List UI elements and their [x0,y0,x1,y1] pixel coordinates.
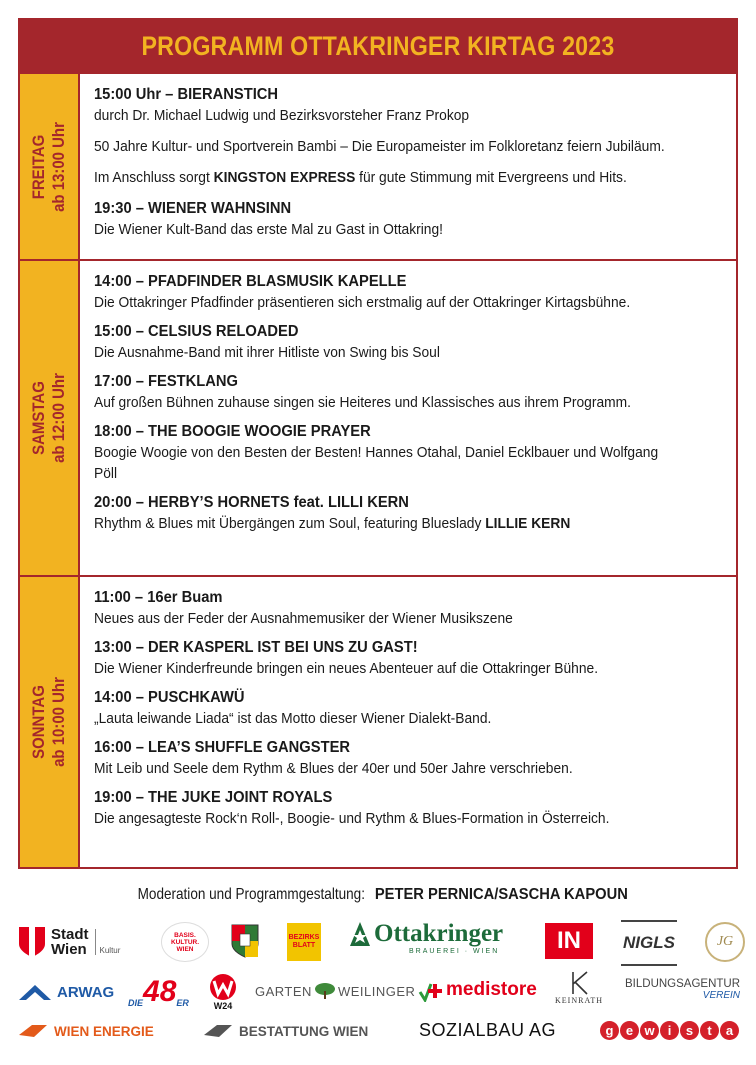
logo-text: Stadt [51,926,89,943]
logo-text: WEILINGER [337,983,416,999]
logo-text: BESTATTUNG WIEN [239,1023,369,1039]
event-description: Die Wiener Kinderfreunde bringen ein neues Abenteuer auf die Ottakringer Bühne. [94,660,599,677]
medistore-cross-icon [418,978,444,1002]
logo-text: ARWAG [57,983,115,1001]
event-description: Auf großen Bühnen zuhause singen sie Heiteres und Klassisches aus ihrem Programm. [94,394,631,411]
event-extra-line: 50 Jahre Kultur- und Sportverein Bambi – Die Europameister im Folkloretanz feiern Jubiläum. [94,138,665,155]
day-time: ab 13:00 Uhr [49,121,68,212]
logo-text: BEZIRKS BLATT [288,934,320,949]
moderation-names: PETER PERNICA/SASCHA KAPOUN [375,886,629,903]
logo-text: ER [176,998,189,1008]
logo-ottakringer [349,920,503,955]
logo-arwag [18,982,114,1002]
event-title: 19:00 – THE JUKE JOINT ROYALS [94,789,333,806]
gewista-letter-row [600,1021,740,1040]
gewista-letter-mark: i [660,1021,679,1040]
logo-subtext: BRAUEREI · WIEN [409,948,500,955]
event-item [94,198,754,240]
logo-coat-of-arms [231,924,259,958]
logo-text: BASIS. KULTUR. WIEN [170,931,200,953]
gewista-letter-mark: w [640,1021,659,1040]
day-side-samstag [20,261,80,575]
day-block-sonntag [18,577,738,869]
logo-stadt-wien [18,924,120,960]
day-content-freitag [80,74,754,259]
event-title: 14:00 – PUSCHKAWÜ [94,689,245,706]
logo-text: JG [716,934,734,949]
gewista-letter-mark: s [680,1021,699,1040]
tree-icon [314,982,336,1000]
event-description: „Lauta leiwande Liada“ ist das Motto dieser Wiener Dialekt-Band. [94,710,492,727]
moderation-label: Moderation und Programmgestaltung: [137,886,366,903]
event-title: 15:00 – CELSIUS RELOADED [94,323,299,340]
page-title: PROGRAMM OTTAKRINGER KIRTAG 2023 [141,30,615,61]
event-title: 16:00 – LEA’S SHUFFLE GANGSTER [94,739,351,756]
logo-nigls [621,920,677,966]
logo-text: W24 [213,1001,233,1011]
logo-jg [705,922,745,962]
event-item [94,321,754,363]
event-highlight-line [94,167,701,188]
day-label-samstag [29,367,69,469]
day-content-sonntag [80,577,754,867]
logo-garten-weilinger [255,982,415,1000]
event-description [94,513,701,534]
day-side-freitag [20,74,80,259]
logo-text: Wien [51,941,87,958]
day-name: FREITAG [29,134,48,199]
logo-text: NIGLS [623,933,675,952]
logo-bestattung-wien [203,1023,368,1039]
logo-basis-kultur [161,922,209,962]
gewista-letter-mark: g [600,1021,619,1040]
logo-bezirksblatt [287,923,321,961]
event-item [94,371,754,413]
logo-sozialbau [419,1020,556,1041]
event-title: 19:30 – WIENER WAHNSINN [94,200,292,217]
event-description: Boogie Woogie von den Besten der Besten! Hannes Otahal, Daniel Ecklbauer und Wolfgang Pöll [94,444,659,482]
logo-text: IN [557,927,581,954]
keinrath-k-icon [565,970,593,996]
event-title: 11:00 – 16er Buam [94,589,223,606]
day-time: ab 12:00 Uhr [49,373,68,463]
day-label-sonntag [29,671,69,773]
event-title: 18:00 – THE BOOGIE WOOGIE PRAYER [94,423,371,440]
event-title: 17:00 – FESTKLANG [94,373,238,390]
wien-energie-icon [18,1023,48,1039]
event-title: 15:00 Uhr – BIERANSTICH [94,86,279,103]
logo-bildungsagentur [625,978,740,1001]
logo-wien-energie [18,1023,154,1039]
event-description: Neues aus der Feder der Ausnahmemusiker der Wiener Musikszene [94,610,513,627]
coat-of-arms-icon [231,924,259,958]
bestattung-icon [203,1023,233,1039]
event-description: durch Dr. Michael Ludwig und Bezirksvorsteher Franz Prokop [94,107,470,124]
highlight-bold: KINGSTON EXPRESS [213,169,356,186]
event-description: Die Ausnahme-Band mit ihrer Hitliste von Swing bis Soul [94,344,440,361]
gewista-letter-mark: t [700,1021,719,1040]
logo-text: DIE [128,998,144,1008]
logo-text: WIEN ENERGIE [54,1023,154,1039]
logo-text: GARTEN [255,983,312,999]
event-title: 13:00 – DER KASPERL IST BEI UNS ZU GAST! [94,639,418,656]
event-item [94,737,754,779]
highlight-post: für gute Stimmung mit Evergreens und Hits. [355,169,627,186]
logo-text: Ottakringer [374,920,504,947]
event-item [94,421,754,484]
event-description: Die Wiener Kult-Band das erste Mal zu Gast in Ottakring! [94,221,443,238]
logo-text: KEINRATH [555,996,603,1005]
logo-keinrath [555,970,603,1005]
day-side-sonntag [20,577,80,867]
logo-subtext: Kultur [95,929,121,955]
event-description: Die Ottakringer Pfadfinder präsentieren sich erstmalig auf der Ottakringer Kirtagsbühne. [94,294,631,311]
program-frame [18,18,738,869]
desc-pre: Rhythm & Blues mit Übergängen zum Soul, featuring Blueslady [94,515,486,532]
logo-gewista [600,1021,740,1040]
day-name: SAMSTAG [29,381,48,455]
logo-text: SOZIALBAU AG [419,1020,557,1040]
gewista-letter-mark: e [620,1021,639,1040]
arwag-roof-icon [18,982,52,1002]
logo-text: 48 [143,975,177,1008]
ottakringer-star-icon [349,921,371,947]
event-description: Mit Leib und Seele dem Rythm & Blues der 40er und 50er Jahre verschrieben. [94,760,573,777]
w24-mark-icon [207,973,239,1001]
desc-bold: LILLIE KERN [485,515,571,532]
day-block-freitag [18,74,738,261]
event-title: 14:00 – PFADFINDER BLASMUSIK KAPELLE [94,273,407,290]
day-label-freitag [29,115,69,217]
day-time: ab 10:00 Uhr [49,677,68,767]
day-name: SONNTAG [29,685,48,759]
highlight-pre: Im Anschluss sorgt [94,169,214,186]
event-item [94,787,754,829]
title-bar [18,18,738,74]
event-item [94,587,754,629]
logo-in [545,923,593,959]
moderation-line [0,886,756,904]
wien-shield-icon [18,926,46,958]
day-block-samstag [18,261,738,577]
day-content-samstag [80,261,754,575]
event-item [94,637,754,679]
event-title: 20:00 – HERBY’S HORNETS feat. LILLI KERN [94,494,409,511]
gewista-letter-mark: a [720,1021,739,1040]
event-description: Die angesagteste Rock‘n Roll-, Boogie- und Rythm & Blues-Formation in Österreich. [94,810,610,827]
event-item [94,271,754,313]
logo-medistore [418,978,537,1002]
event-item [94,687,754,729]
event-item [94,492,754,534]
logo-w24 [205,970,241,1014]
logo-subtext: VEREIN [702,990,741,1001]
event-item [94,84,754,126]
logo-text: medistore [446,979,537,1000]
logo-text: BILDUNGSAGENTUR [625,978,741,990]
logo-die-48er [128,972,189,1012]
